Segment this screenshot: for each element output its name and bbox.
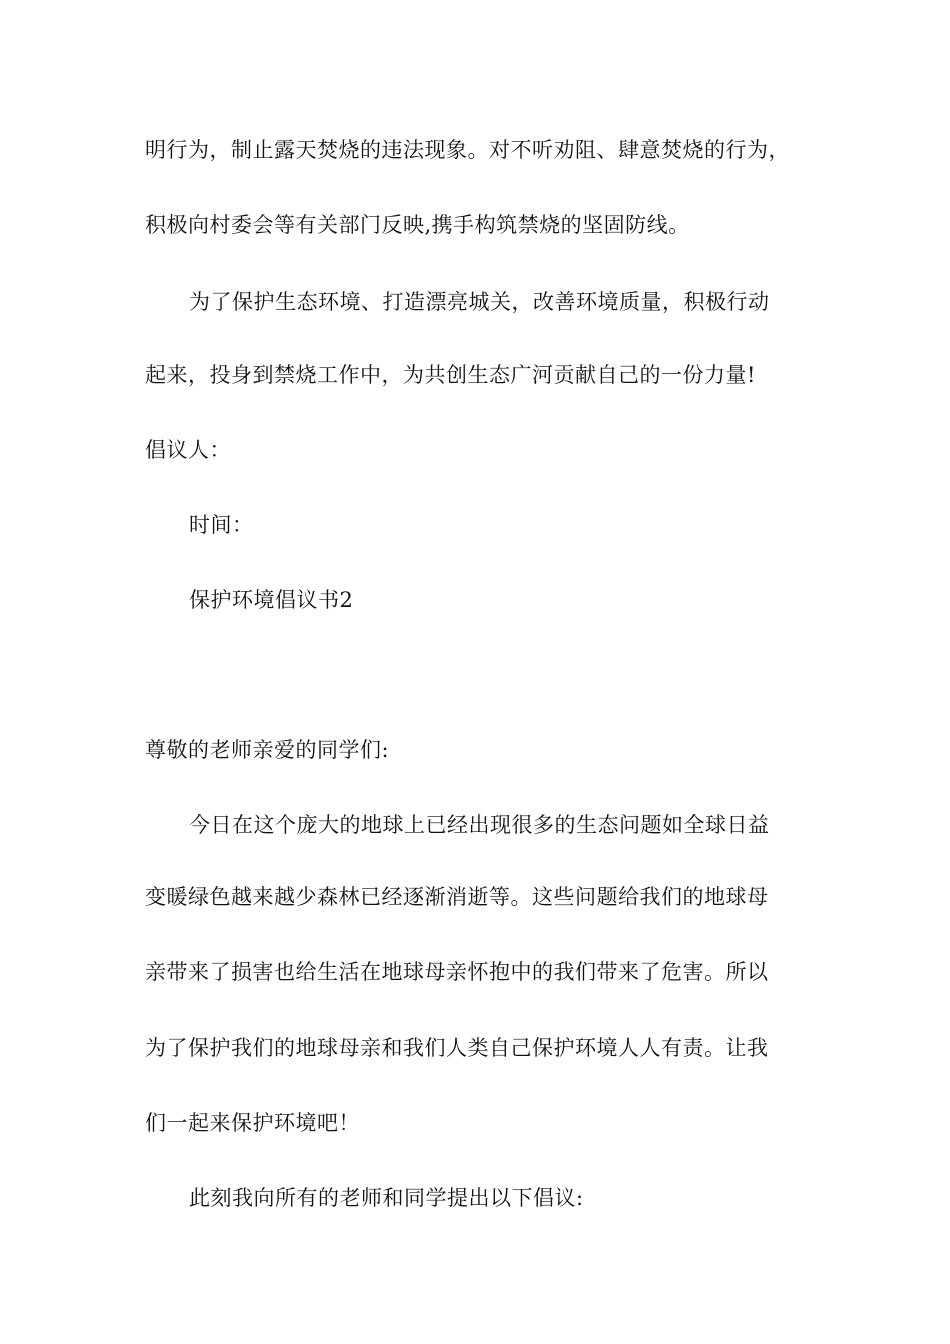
section-title: 保护环境倡议书2: [189, 588, 354, 612]
paragraph-line: 起来，投身到禁烧工作中，为共创生态广河贡献自己的一份力量!: [145, 363, 756, 387]
initiator-label: 倡议人：: [145, 438, 231, 462]
paragraph-line: 此刻我向所有的老师和同学提出以下倡议:: [189, 1186, 584, 1210]
paragraph-line: 变暖绿色越来越少森林已经逐渐消逝等。这些问题给我们的地球母: [145, 885, 769, 909]
paragraph-line: 今日在这个庞大的地球上已经出现很多的生态问题如全球日益: [189, 813, 770, 837]
paragraph-line: 为了保护生态环境、打造漂亮城关，改善环境质量，积极行动: [189, 290, 770, 314]
salutation: 尊敬的老师亲爱的同学们:: [145, 738, 390, 762]
paragraph-line: 为了保护我们的地球母亲和我们人类自己保护环境人人有责。让我: [145, 1036, 769, 1060]
paragraph-line: 明行为，制止露天焚烧的违法现象。对不听劝阻、肆意焚烧的行为，: [145, 138, 790, 162]
paragraph-line: 积极向村委会等有关部门反映,携手构筑禁烧的坚固防线。: [145, 213, 690, 237]
paragraph-line: 亲带来了损害也给生活在地球母亲怀抱中的我们带来了危害。所以: [145, 960, 769, 984]
date-label: 时间：: [189, 513, 254, 537]
paragraph-line: 们一起来保护环境吧！: [145, 1111, 360, 1135]
